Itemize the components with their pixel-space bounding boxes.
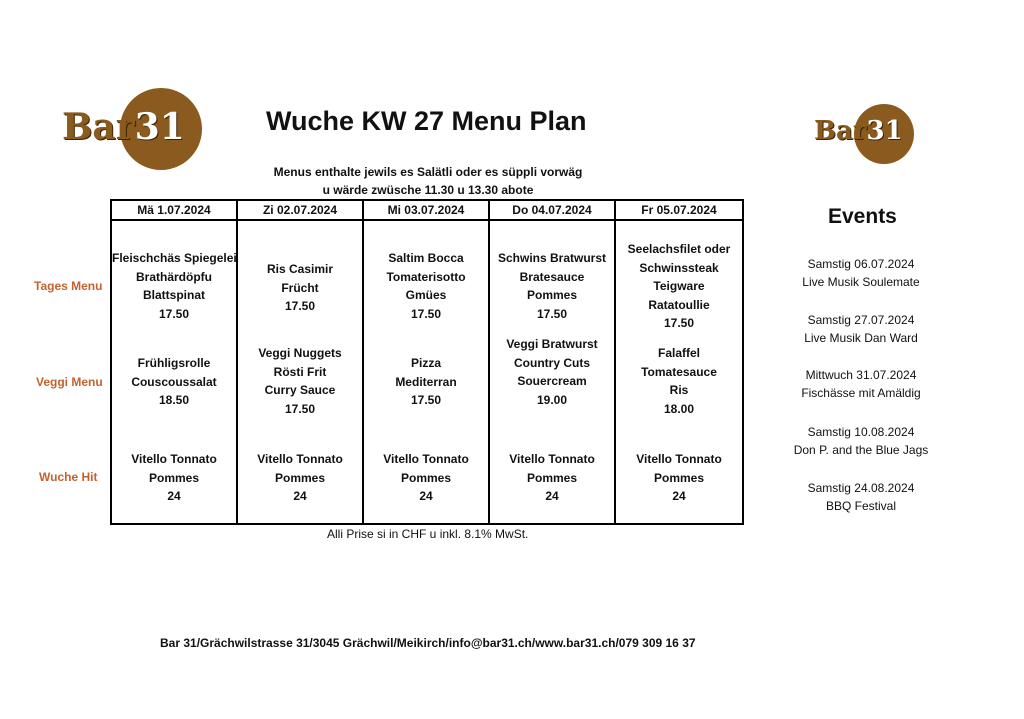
menu-line: Blattspinat — [142, 288, 205, 302]
event-item — [780, 366, 942, 402]
menu-line: Ratatoullie — [648, 297, 710, 312]
day-header: Mi 03.07.2024 — [364, 201, 488, 221]
menu-line: Souercream — [517, 374, 587, 388]
menu-line: Falaffel — [657, 346, 700, 360]
menu-line: Rösti Frit — [273, 364, 327, 379]
event-name: Don P. and the Blue Jags — [793, 443, 929, 457]
menu-line: Pommes — [653, 470, 705, 485]
menu-line: Gmües — [405, 288, 447, 302]
logo-wordmark: Bar31 — [814, 116, 903, 146]
event-date: Samstig 06.07.2024 — [807, 257, 915, 271]
menu-line: Couscoussalat — [131, 374, 217, 389]
menu-line: Vitello Tonnato — [636, 452, 722, 466]
event-date: Mittwuch 31.07.2024 — [805, 368, 917, 382]
event-item — [780, 311, 942, 347]
menu-line: Pommes — [400, 470, 452, 485]
veggi-menu-cell — [364, 354, 488, 410]
menu-line: Schwinssteak — [639, 260, 719, 275]
menu-line: Veggi Bratwurst — [506, 337, 598, 351]
menu-line: 19.00 — [536, 392, 568, 407]
menu-line: 24 — [419, 489, 433, 503]
wuche-hit-cell — [364, 450, 488, 506]
menu-line: Veggi Nuggets — [258, 346, 342, 360]
veggi-menu-cell — [112, 354, 236, 410]
event-item — [780, 479, 942, 515]
events-title: Events — [828, 205, 897, 228]
menu-line: Saltim Bocca — [388, 251, 464, 265]
menu-line: Frühligsrolle — [137, 356, 211, 370]
price-note: Alli Prise si in CHF u inkl. 8.1% MwSt. — [327, 527, 529, 541]
bar31-logo-right — [812, 104, 912, 166]
day-column — [616, 201, 742, 523]
menu-line: Brathärdöpfu — [136, 269, 212, 284]
veggi-menu-cell — [616, 344, 742, 418]
event-date: Samstig 10.08.2024 — [807, 425, 915, 439]
menu-line: 17.50 — [284, 299, 316, 313]
day-column — [490, 201, 616, 523]
menu-line: 17.50 — [158, 306, 190, 321]
bar31-logo-left — [58, 88, 198, 170]
event-name: BBQ Festival — [825, 499, 897, 513]
menu-line: Tomaterisotto — [386, 269, 466, 284]
row-label-tages-menu: Tages Menu — [34, 279, 103, 293]
menu-line: Bratesauce — [519, 269, 585, 284]
menu-line: Teigware — [653, 279, 705, 293]
menu-line: Fleischchäs Spiegelei — [112, 251, 237, 265]
veggi-menu-cell — [238, 344, 362, 418]
menu-line: 24 — [167, 489, 181, 503]
menu-line: Ris Casimir — [266, 262, 334, 276]
menu-line: Mediterran — [395, 374, 457, 389]
tages-menu-cell — [364, 249, 488, 323]
menu-line: Ris — [669, 383, 689, 397]
tages-menu-cell — [112, 249, 236, 323]
menu-line: Vitello Tonnato — [131, 452, 217, 466]
menu-line: Pommes — [526, 288, 578, 302]
menu-line: Pommes — [526, 470, 578, 485]
day-header: Mä 1.07.2024 — [112, 201, 236, 221]
day-column — [364, 201, 490, 523]
menu-line: 17.50 — [284, 401, 316, 416]
event-item — [780, 423, 942, 459]
day-column — [112, 201, 238, 523]
menu-line: Vitello Tonnato — [383, 452, 469, 466]
menu-line: Pommes — [148, 470, 200, 485]
menu-line: 24 — [545, 489, 559, 503]
footer-contact: Bar 31/Grächwilstrasse 31/3045 Grächwil/Meikirch/info@bar31.ch/www.bar31.ch/079 309 16 37 — [160, 636, 696, 650]
tages-menu-cell — [616, 240, 742, 333]
day-header: Do 04.07.2024 — [490, 201, 614, 221]
menu-line: Tomatesauce — [641, 364, 717, 379]
menu-line: 17.50 — [663, 316, 695, 330]
menu-line: Frücht — [281, 280, 319, 295]
menu-line: Seelachsfilet oder — [627, 242, 731, 256]
intro-line-2: u wärde zwüsche 11.30 u 13.30 abote — [322, 183, 534, 197]
event-date: Samstig 24.08.2024 — [807, 481, 915, 495]
menu-line: Vitello Tonnato — [257, 452, 343, 466]
menu-line: 18.00 — [663, 401, 695, 416]
menu-line: Country Cuts — [514, 355, 590, 370]
menu-line: 17.50 — [410, 306, 442, 321]
menu-line: 17.50 — [536, 306, 568, 321]
menu-line: 18.50 — [158, 393, 190, 407]
event-item — [780, 255, 942, 291]
menu-line: Pommes — [274, 470, 326, 485]
page-title: Wuche KW 27 Menu Plan — [266, 106, 587, 136]
wuche-hit-cell — [616, 450, 742, 506]
logo-wordmark: Bar31 — [62, 106, 185, 148]
menu-line: Schwins Bratwurst — [497, 251, 607, 265]
row-label-wuche-hit: Wuche Hit — [39, 470, 98, 484]
menu-table — [110, 199, 744, 525]
menu-line: 24 — [672, 489, 686, 503]
menu-line: Curry Sauce — [264, 383, 336, 397]
menu-line: Vitello Tonnato — [509, 452, 595, 466]
event-name: Live Musik Soulemate — [802, 275, 920, 289]
tages-menu-cell — [490, 249, 614, 323]
intro-line-1: Menus enthalte jewils es Salätli oder es süppli vorwäg — [273, 165, 583, 179]
tages-menu-cell — [238, 260, 362, 316]
menu-line: 24 — [293, 489, 307, 503]
day-header: Fr 05.07.2024 — [616, 201, 742, 221]
event-name: Live Musik Dan Ward — [804, 331, 918, 345]
wuche-hit-cell — [490, 450, 614, 506]
wuche-hit-cell — [238, 450, 362, 506]
veggi-menu-cell — [490, 335, 614, 409]
menu-line: 17.50 — [410, 393, 442, 407]
row-label-veggi-menu: Veggi Menu — [36, 375, 103, 389]
event-date: Samstig 27.07.2024 — [807, 313, 915, 327]
wuche-hit-cell — [112, 450, 236, 506]
event-name: Fischässe mit Amäldig — [801, 386, 921, 400]
day-column — [238, 201, 364, 523]
day-header: Zi 02.07.2024 — [238, 201, 362, 221]
menu-line: Pizza — [410, 356, 441, 370]
